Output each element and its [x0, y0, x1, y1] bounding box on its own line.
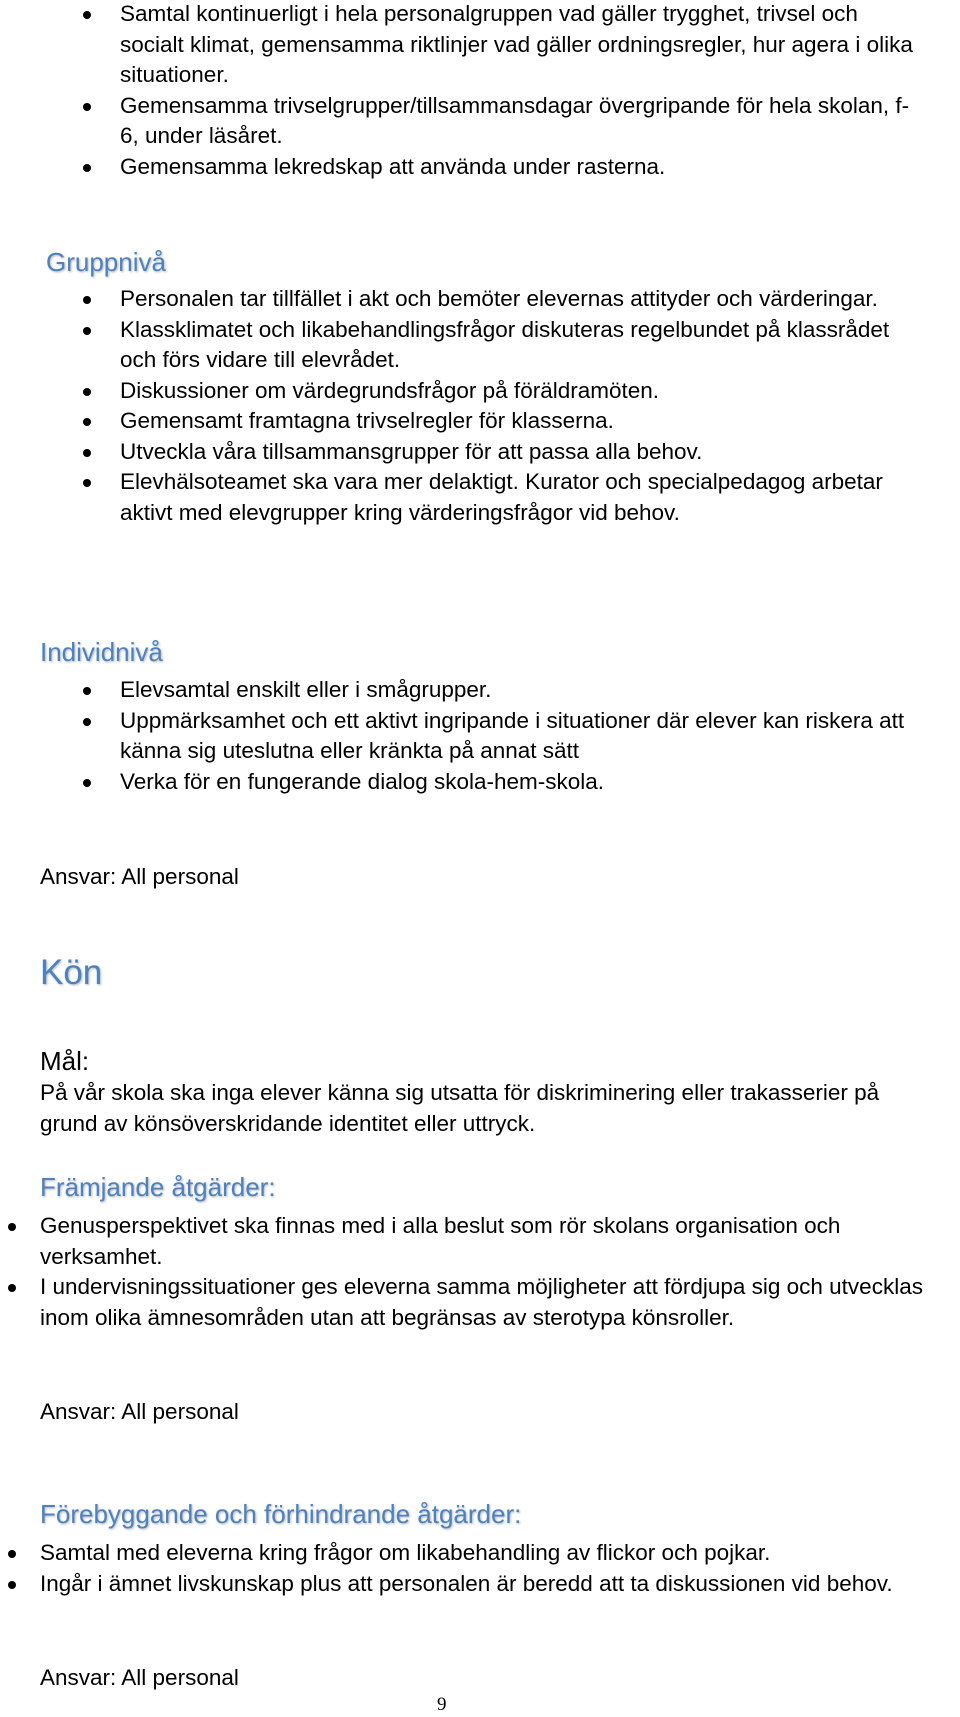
list-item: Gemensamt framtagna trivselregler för klasserna.	[120, 406, 920, 437]
bullet-icon	[83, 388, 91, 396]
bullet-icon	[83, 718, 91, 726]
individual-level-list	[120, 675, 920, 797]
bullet-icon	[83, 164, 91, 172]
responsible-individual: Ansvar: All personal	[40, 864, 239, 889]
preventive-measures-heading: Förebyggande och förhindrande åtgärder:	[40, 1499, 522, 1529]
list-item: Diskussioner om värdegrundsfrågor på föräldramöten.	[120, 376, 920, 407]
group-level-heading: Gruppnivå	[46, 247, 166, 277]
bullet-icon	[83, 103, 91, 111]
individual-level-heading: Individnivå	[40, 637, 163, 667]
list-item: Utveckla våra tillsammansgrupper för att passa alla behov.	[120, 437, 920, 468]
top-bullet-list	[120, 0, 920, 182]
page-number: 9	[437, 1694, 447, 1715]
gender-section-title: Kön	[40, 953, 103, 992]
bullet-icon	[83, 11, 91, 19]
group-level-list	[120, 284, 920, 528]
list-item: Elevsamtal enskilt eller i smågrupper.	[120, 675, 920, 706]
list-item: Klassklimatet och likabehandlingsfrågor diskuteras regelbundet på klassrådet och förs vidare till elevrådet.	[120, 315, 920, 376]
list-item: Elevhälsoteamet ska vara mer delaktigt. Kurator och specialpedagog arbetar aktivt med elevgrupper kring värderingsfrågor vid behov.	[120, 467, 920, 528]
list-item: Ingår i ämnet livskunskap plus att personalen är beredd att ta diskussionen vid behov.	[40, 1569, 960, 1600]
bullet-icon	[83, 687, 91, 695]
promoting-measures-heading: Främjande åtgärder:	[40, 1172, 276, 1202]
list-item: Gemensamma trivselgrupper/tillsammansdagar övergripande för hela skolan, f-6, under läsåret.	[120, 91, 920, 152]
bullet-icon	[83, 779, 91, 787]
bullet-icon	[8, 1223, 16, 1231]
list-item: I undervisningssituationer ges eleverna samma möjligheter att fördjupa sig och utvecklas inom olika ämnesområden utan att begränsas av sterotypa könsroller.	[40, 1272, 960, 1333]
bullet-icon	[8, 1284, 16, 1292]
goal-label: Mål:	[40, 1046, 90, 1076]
bullet-icon	[83, 327, 91, 335]
list-item: Genusperspektivet ska finnas med i alla beslut som rör skolans organisation och verksamhet.	[40, 1211, 960, 1272]
bullet-icon	[83, 479, 91, 487]
promoting-measures-list	[40, 1211, 960, 1333]
list-item: Verka för en fungerande dialog skola-hem-skola.	[120, 767, 920, 798]
responsible-preventive: Ansvar: All personal	[40, 1665, 239, 1690]
bullet-icon	[8, 1581, 16, 1589]
goal-text: På vår skola ska inga elever känna sig utsatta för diskriminering eller trakasserier på grund av könsöverskridande identitet eller uttryck.	[40, 1080, 880, 1136]
bullet-icon	[8, 1550, 16, 1558]
list-item: Uppmärksamhet och ett aktivt ingripande i situationer där elever kan riskera att känna sig uteslutna eller kränkta på annat sätt	[120, 706, 920, 767]
list-item: Personalen tar tillfället i akt och bemöter elevernas attityder och värderingar.	[120, 284, 920, 315]
bullet-icon	[83, 296, 91, 304]
responsible-promoting: Ansvar: All personal	[40, 1399, 239, 1424]
bullet-icon	[83, 449, 91, 457]
preventive-measures-list	[40, 1538, 960, 1599]
bullet-icon	[83, 418, 91, 426]
list-item: Samtal kontinuerligt i hela personalgruppen vad gäller trygghet, trivsel och socialt klimat, gemensamma riktlinjer vad gäller ordningsregler, hur agera i olika situationer.	[120, 0, 920, 91]
list-item: Samtal med eleverna kring frågor om likabehandling av flickor och pojkar.	[40, 1538, 960, 1569]
list-item: Gemensamma lekredskap att använda under rasterna.	[120, 152, 920, 183]
